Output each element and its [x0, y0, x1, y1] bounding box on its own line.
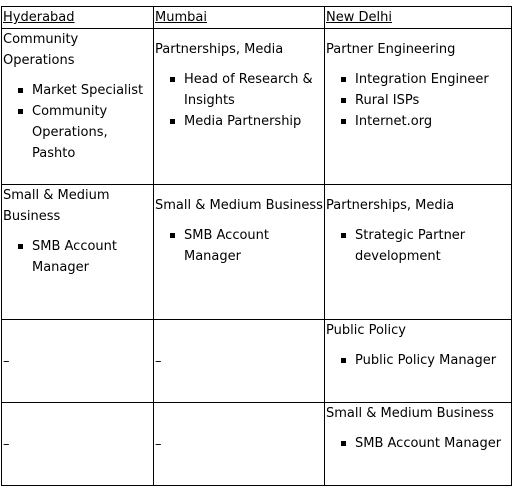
bullet-icon	[170, 233, 175, 238]
role-label: Rural ISPs	[355, 93, 420, 108]
role-label: Public Policy Manager	[355, 353, 497, 368]
table-cell	[154, 185, 325, 320]
department-label: Community Operations	[3, 32, 79, 68]
department-label: Partnerships, Media	[155, 42, 284, 57]
bullet-icon	[170, 77, 175, 82]
empty-dash: –	[3, 436, 10, 452]
list-item	[341, 90, 511, 111]
empty-dash: –	[3, 353, 10, 369]
empty-dash: –	[155, 436, 162, 452]
role-list	[155, 225, 324, 267]
role-label: SMB Account Manager	[184, 228, 270, 264]
list-item	[341, 111, 511, 132]
empty-dash: –	[155, 353, 162, 369]
department-label: Small & Medium Business	[3, 188, 110, 224]
table-cell	[2, 185, 154, 320]
header-cell-new-delhi	[325, 7, 512, 29]
table-row	[2, 403, 512, 486]
header-row	[2, 7, 512, 29]
bullet-icon	[18, 244, 23, 249]
list-item	[170, 111, 324, 132]
bullet-icon	[341, 233, 346, 238]
list-item	[170, 225, 324, 267]
bullet-icon	[170, 119, 175, 124]
role-label: Market Specialist	[32, 83, 144, 98]
table-cell	[154, 320, 325, 403]
list-item	[18, 80, 153, 101]
bullet-icon	[18, 109, 23, 114]
role-label: Strategic Partner development	[355, 228, 466, 264]
role-label: Head of Research & Insights	[184, 72, 313, 108]
jobs-table	[1, 6, 512, 486]
department-label: Small & Medium Business	[326, 406, 494, 421]
list-item	[341, 69, 511, 90]
city-link-mumbai[interactable]: Mumbai	[155, 10, 207, 25]
department-label: Partnerships, Media	[326, 198, 455, 213]
role-list	[3, 80, 153, 164]
city-link-hyderabad[interactable]: Hyderabad	[3, 10, 75, 25]
header-cell-hyderabad	[2, 7, 154, 29]
bullet-icon	[341, 441, 346, 446]
table-cell	[325, 403, 512, 486]
table-cell	[325, 29, 512, 185]
role-list	[326, 350, 511, 371]
header-cell-mumbai	[154, 7, 325, 29]
table-cell	[2, 320, 154, 403]
table-cell	[325, 320, 512, 403]
bullet-icon	[341, 119, 346, 124]
table-cell	[325, 185, 512, 320]
table-cell	[2, 29, 154, 185]
list-item	[341, 350, 511, 371]
table-row	[2, 29, 512, 185]
role-label: Community Operations, Pashto	[32, 104, 108, 161]
table-cell	[154, 403, 325, 486]
role-label: SMB Account Manager	[355, 436, 502, 451]
bullet-icon	[341, 77, 346, 82]
list-item	[18, 236, 153, 278]
bullet-icon	[341, 358, 346, 363]
table-row	[2, 320, 512, 403]
list-item	[341, 225, 511, 267]
role-label: Media Partnership	[184, 114, 302, 129]
role-list	[155, 69, 324, 132]
list-item	[18, 101, 153, 164]
role-list	[326, 433, 511, 454]
department-label: Public Policy	[326, 323, 406, 338]
bullet-icon	[18, 88, 23, 93]
list-item	[341, 433, 511, 454]
role-label: Internet.org	[355, 114, 433, 129]
role-list	[326, 69, 511, 132]
table-cell	[154, 29, 325, 185]
role-list	[326, 225, 511, 267]
department-label: Small & Medium Business	[155, 198, 323, 213]
bullet-icon	[341, 98, 346, 103]
role-label: SMB Account Manager	[32, 239, 118, 275]
list-item	[170, 69, 324, 111]
role-label: Integration Engineer	[355, 72, 489, 87]
table-row	[2, 185, 512, 320]
department-label: Partner Engineering	[326, 42, 456, 57]
table-cell	[2, 403, 154, 486]
role-list	[3, 236, 153, 278]
city-link-new-delhi[interactable]: New Delhi	[326, 10, 392, 25]
